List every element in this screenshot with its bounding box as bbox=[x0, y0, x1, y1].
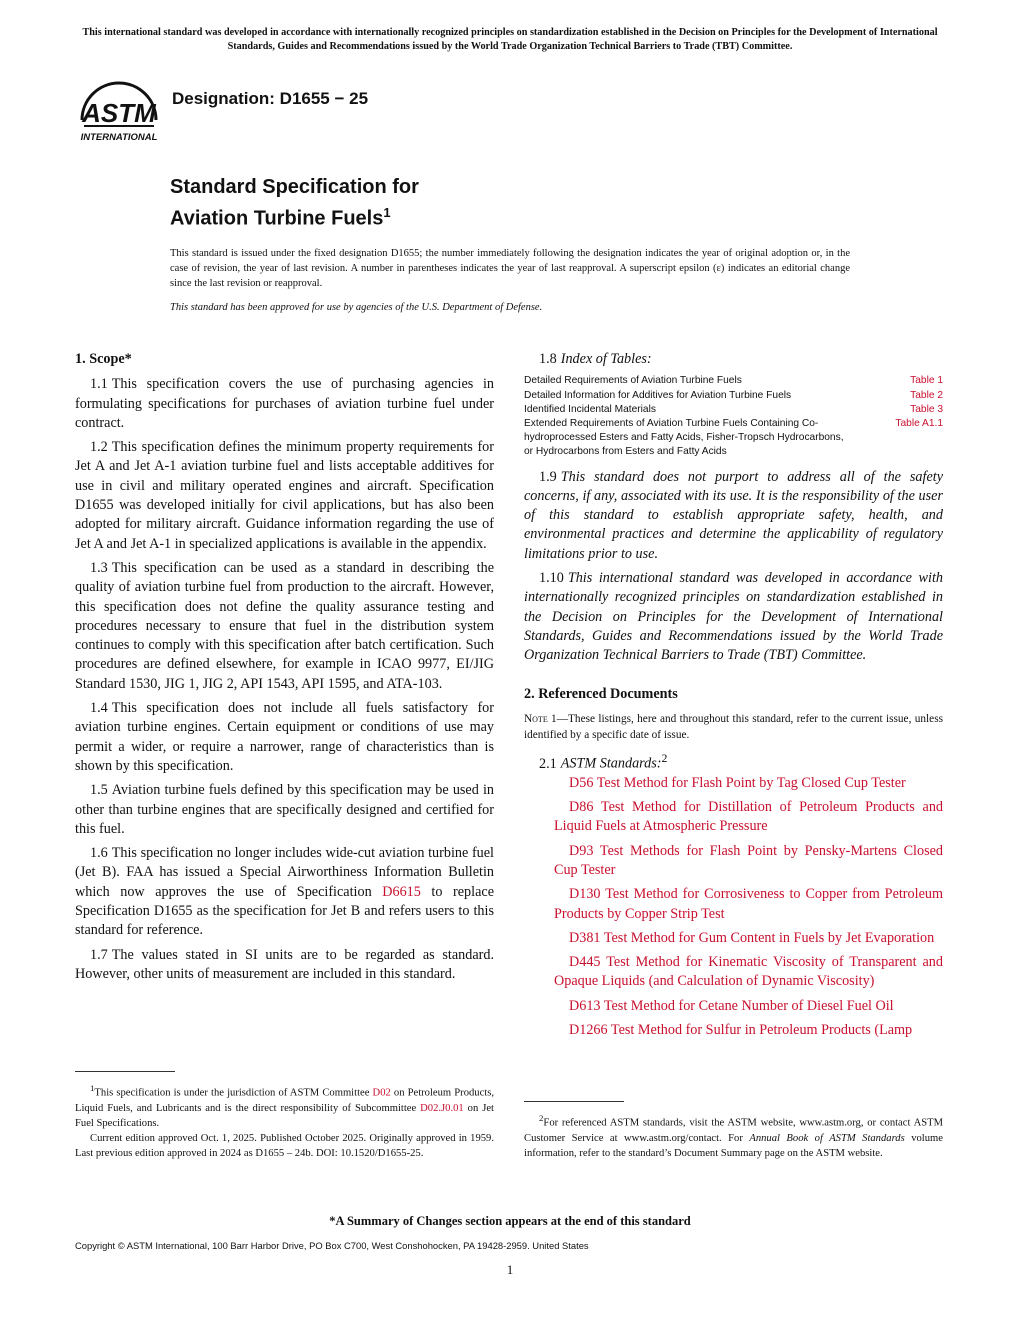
toc-label: Detailed Information for Additives for Aviation Turbine Fuels bbox=[524, 389, 792, 401]
page-number: 1 bbox=[506, 1262, 514, 1277]
title-footnote-ref[interactable]: 1 bbox=[383, 205, 391, 220]
standard-code[interactable]: D613 bbox=[569, 997, 601, 1014]
para-number: 1.7 bbox=[90, 946, 108, 963]
standard-title[interactable]: Test Method for Cetane Number of Diesel Fuel Oil bbox=[603, 997, 894, 1014]
standard-item[interactable] bbox=[524, 885, 943, 924]
footnote-ref[interactable]: 2 bbox=[661, 750, 668, 765]
para-text: This specification no longer includes wide-cut aviation turbine fuel (Jet B). FAA has issued a Special Airworthiness Information Bulletin which now approves the use of Specification bbox=[75, 845, 494, 900]
standards-list bbox=[524, 774, 943, 1041]
footnote-italic: Annual Book of ASTM Standards bbox=[749, 1132, 905, 1144]
standard-item[interactable] bbox=[524, 1021, 943, 1040]
para-text: This specification defines the minimum property requirements for Jet A and Jet A-1 aviation turbine fuel and lists acceptable additives for use in civil and military operated engines and aircraft. Specification D1655 was developed initially for civil applications, but has also been adopted for military aircraft. Guidance information regarding the use of Jet A and Jet A-1 in specialized applications is available in the appendix. bbox=[75, 439, 494, 552]
summary-of-changes-note: *A Summary of Changes section appears at the end of this standard bbox=[329, 1214, 691, 1228]
note-label: Note 1 bbox=[524, 712, 557, 725]
logo-subtext: INTERNATIONAL bbox=[80, 132, 158, 143]
para-1-7 bbox=[75, 946, 494, 985]
standard-item[interactable] bbox=[524, 997, 943, 1016]
title-text: Aviation Turbine Fuels bbox=[170, 207, 384, 230]
footnote-marker: 1 bbox=[90, 1083, 95, 1093]
index-of-tables bbox=[524, 374, 943, 459]
designation: Designation: D1655 − 25 bbox=[172, 89, 369, 108]
para-text: The values stated in SI units are to be regarded as standard. However, other units of measurement are included in this standard. bbox=[75, 946, 494, 982]
footnote-divider-left bbox=[75, 1071, 175, 1072]
issued-statement: This standard is issued under the fixed designation D1655; the number immediately following the designation indicates the year of original adoption or, in the case of revision, the year of last revision. A number in parentheses indicates the year of last reapproval. A superscript epsilon (ε) indicates an editorial change since the last revision or reapproval. bbox=[170, 248, 850, 290]
footnote-1 bbox=[75, 1081, 494, 1161]
footnote-1-edition: Current edition approved Oct. 1, 2025. Published October 2025. Originally approved in 1959. Last previous edition approved in 2024 as D1655 – 24b. DOI: 10.1520/D1655-25. bbox=[75, 1132, 494, 1159]
footnote-divider-right bbox=[524, 1101, 624, 1102]
title-line-2 bbox=[170, 200, 419, 232]
right-column bbox=[524, 350, 943, 1045]
para-1-1 bbox=[75, 375, 494, 433]
title-line-1: Standard Specification for bbox=[170, 176, 419, 198]
standard-code[interactable]: D1266 bbox=[569, 1022, 608, 1039]
left-column bbox=[75, 350, 494, 989]
standard-code[interactable]: D93 bbox=[569, 842, 594, 859]
para-number: 1.3 bbox=[90, 559, 108, 576]
footnote-text: on Petroleum Products, Liquid Fuels, and Lubricants and is the direct responsibility of Subcommittee bbox=[75, 1087, 495, 1114]
toc-table-link[interactable]: Table 1 bbox=[910, 375, 943, 387]
dod-statement: This standard has been approved for use by agencies of the U.S. Department of Defense. bbox=[170, 302, 543, 313]
para-number: 1.6 bbox=[90, 845, 108, 862]
standard-title[interactable]: Test Method for Corrosiveness to Copper from Petroleum Products by Copper Strip Test bbox=[554, 886, 943, 922]
standard-item[interactable] bbox=[524, 774, 943, 793]
standard-title[interactable]: Test Method for Flash Point by Tag Closed Cup Tester bbox=[596, 774, 906, 791]
para-number: 1.2 bbox=[90, 439, 108, 456]
standard-item[interactable] bbox=[524, 842, 943, 881]
para-1-2 bbox=[75, 438, 494, 554]
standard-title[interactable]: Test Method for Gum Content in Fuels by Jet Evaporation bbox=[603, 929, 935, 946]
standard-title[interactable]: Test Methods for Flash Point by Pensky-Martens Closed Cup Tester bbox=[554, 842, 943, 878]
standard-code[interactable]: D445 bbox=[569, 954, 601, 971]
para-number: 1.8 bbox=[539, 351, 557, 367]
standard-item[interactable] bbox=[524, 798, 943, 837]
standard-code[interactable]: D86 bbox=[569, 799, 594, 816]
footnote-text: on Jet Fuel Specifications. bbox=[75, 1102, 494, 1129]
para-1-10 bbox=[524, 569, 943, 665]
para-text: This specification can be used as a standard in describing the quality of aviation turbine fuel from production to the aircraft. However, this specification does not define the quality assurance testing and procedures necessary to ensure that fuel in the distribution system continues to comply with this specification after batch certification. Such procedures are defined elsewhere, for example in ICAO 9977, EI/JIG Standard 1530, JIG 1, JIG 2, API 1543, API 1595, and ATA-103. bbox=[75, 559, 494, 692]
para-number: 2.1 bbox=[539, 755, 557, 772]
toc-row bbox=[524, 403, 943, 417]
toc-row bbox=[524, 417, 943, 460]
toc-label: Extended Requirements of Aviation Turbine Fuels Containing Co-hydroprocessed Esters and Fatty Acids, Fisher-Tropsch Hydrocarbons, or Hydrocarbons from Esters and Fatty Acids bbox=[524, 417, 844, 458]
toc-row bbox=[524, 374, 943, 388]
standard-item[interactable] bbox=[524, 953, 943, 992]
note-text: —These listings, here and throughout this standard, refer to the current issue, unless identified by a specific date of issue. bbox=[524, 712, 943, 741]
para-1-8 bbox=[524, 350, 943, 369]
toc-table-link[interactable]: Table 2 bbox=[910, 389, 943, 401]
astm-logo bbox=[74, 76, 164, 146]
footnote-marker: 2 bbox=[539, 1113, 544, 1123]
standard-code[interactable]: D56 bbox=[569, 774, 594, 791]
para-2-1 bbox=[524, 749, 943, 774]
para-text: This international standard was developed in accordance with internationally recognized principles on standardization established in the Decision on Principles for the Development of International Standards, Guides and Recommendations issued by the World Trade Organization Technical Barriers to Trade (TBT) Committee. bbox=[524, 570, 943, 664]
para-number: 1.5 bbox=[90, 782, 108, 799]
para-text: Aviation turbine fuels defined by this specification may be used in other than turbine engines that are specifically designed and certified for this fuel. bbox=[75, 782, 494, 837]
para-1-4 bbox=[75, 699, 494, 776]
footnote-text: This specification is under the jurisdiction of ASTM Committee bbox=[94, 1087, 373, 1099]
subcommittee-link[interactable]: D02.J0.01 bbox=[420, 1102, 464, 1114]
toc-table-link[interactable]: Table A1.1 bbox=[895, 417, 943, 429]
para-text: to replace Specification D1655 as the specification for Jet B and refers users to this standard for reference. bbox=[75, 883, 494, 939]
para-text: ASTM Standards: bbox=[560, 755, 662, 772]
footnote-text: volume information, refer to the standard’s Document Summary page on the ASTM website. bbox=[524, 1132, 943, 1159]
para-text: This standard does not purport to address all of the safety concerns, if any, associated with its use. It is the responsibility of the user of this standard to establish appropriate safety, health, and environmental practices and determine the applicability of regulatory limitations prior to use. bbox=[524, 468, 943, 562]
document-title bbox=[170, 174, 419, 232]
footnote-1-text bbox=[75, 1081, 494, 1131]
note-1 bbox=[524, 711, 943, 743]
logo-text: ASTM bbox=[82, 98, 156, 128]
footnote-2-text bbox=[524, 1111, 943, 1161]
scope-heading: 1. Scope* bbox=[75, 351, 132, 367]
top-notice: This international standard was developed in accordance with internationally recognized principles on standardization established in the Decision on Principles for the Development of International Standards, Guides and Recommendations issued by the World Trade Organization Technical Barriers to Trade (TBT) Committee. bbox=[82, 27, 938, 52]
para-text: This specification does not include all fuels satisfactory for aviation turbine engines. Certain equipment or conditions of use may permit a wider, or require a narrower, range of characteristics than is shown by this specification. bbox=[75, 700, 494, 774]
copyright-line: Copyright © ASTM International, 100 Barr Harbor Drive, PO Box C700, West Conshohocken, PA 19428-2959. United States bbox=[75, 1240, 589, 1251]
para-1-5 bbox=[75, 781, 494, 839]
toc-table-link[interactable]: Table 3 bbox=[910, 403, 943, 415]
standard-title[interactable]: Test Method for Kinematic Viscosity of Transparent and Opaque Liquids (and Calculation of Dynamic Viscosity) bbox=[554, 954, 943, 990]
referenced-documents-heading: 2. Referenced Documents bbox=[524, 686, 678, 703]
para-number: 1.4 bbox=[90, 700, 108, 717]
standard-title[interactable]: Test Method for Sulfur in Petroleum Products (Lamp bbox=[610, 1022, 913, 1039]
standard-title[interactable]: Test Method for Distillation of Petroleum Products and Liquid Fuels at Atmospheric Pressure bbox=[554, 799, 944, 835]
para-text: Index of Tables: bbox=[560, 351, 652, 367]
para-1-3 bbox=[75, 559, 494, 694]
footnote-text: For referenced ASTM standards, visit the ASTM website, www.astm.org, or contact ASTM Customer Service at www.astm.org/contact. For bbox=[524, 1117, 943, 1144]
toc-row bbox=[524, 389, 943, 403]
standard-code[interactable]: D130 bbox=[569, 886, 601, 903]
toc-label: Detailed Requirements of Aviation Turbine Fuels bbox=[524, 375, 742, 387]
standard-item[interactable] bbox=[524, 929, 943, 948]
para-text: This specification covers the use of purchasing agencies in formulating specifications for purchases of aviation turbine fuel under contract. bbox=[75, 376, 494, 431]
d6615-link[interactable]: D6615 bbox=[382, 883, 421, 900]
standard-code[interactable]: D381 bbox=[569, 929, 601, 946]
para-1-6 bbox=[75, 844, 494, 940]
para-number: 1.1 bbox=[90, 376, 108, 393]
committee-d02-link[interactable]: D02 bbox=[372, 1087, 391, 1099]
para-1-9 bbox=[524, 468, 943, 564]
toc-label: Identified Incidental Materials bbox=[524, 403, 656, 415]
para-number: 1.9 bbox=[539, 468, 557, 485]
para-number: 1.10 bbox=[539, 570, 564, 586]
footnote-2 bbox=[524, 1111, 943, 1161]
